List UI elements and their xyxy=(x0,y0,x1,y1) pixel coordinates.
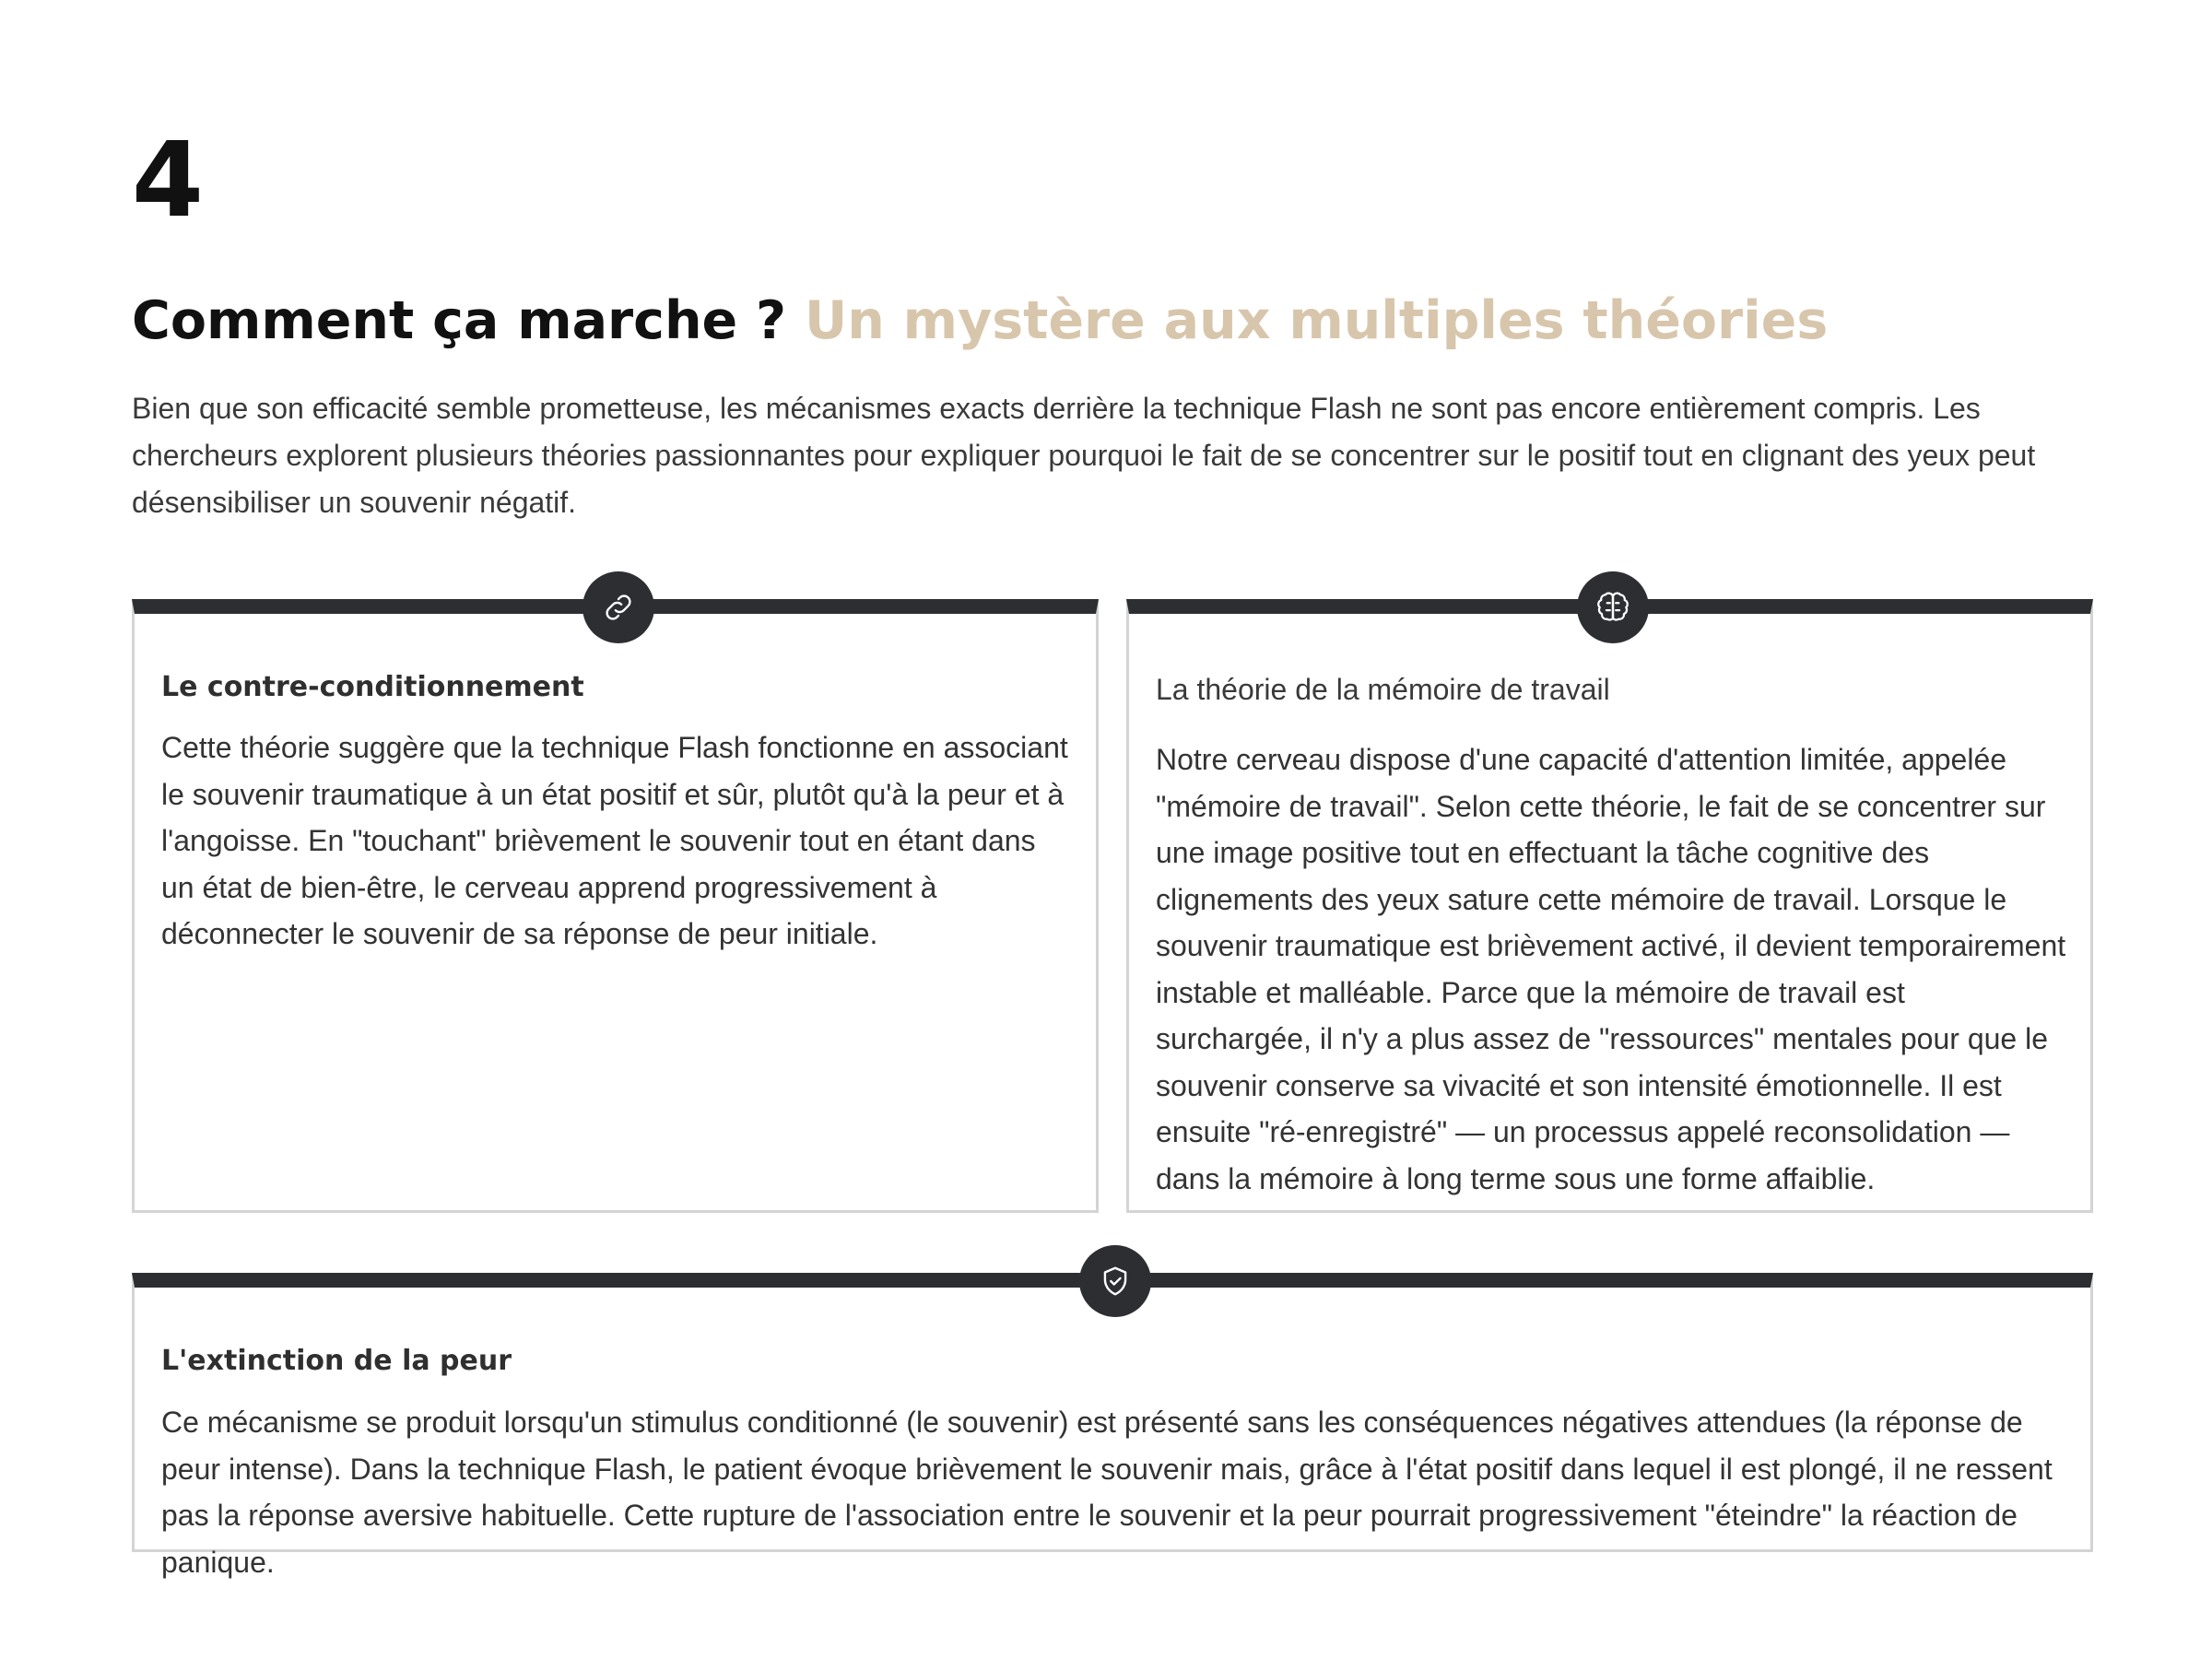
card-badge xyxy=(1577,571,1649,643)
card-extinction-de-la-peur xyxy=(132,1273,2093,1579)
card-badge xyxy=(1079,1245,1151,1317)
card-body: Notre cerveau dispose d'une capacité d'attention limitée, appelée "mémoire de travail". Selon cette théorie, le fait de se concentrer sur une image positive tout en effectuant la tâche cognitive des clignements des yeux sature cette mémoire de travail. Lorsque le souvenir traumatique est brièvement activé, il devient temporairement instable et malléable. Parce que la mémoire de travail est surchargée, il n'y a plus assez de "ressources" mentales pour que le souvenir conserve sa vivacité et son intensité émotionnelle. Il est ensuite "ré-enregistré" — un processus appelé reconsolidation — dans la mémoire à long terme sous une forme affaiblie. xyxy=(1156,743,2066,1195)
card-title: Le contre-conditionnement xyxy=(161,671,584,703)
card-body: Ce mécanisme se produit lorsqu'un stimulus conditionné (le souvenir) est présenté sans les conséquences négatives attendues (la réponse de peur intense). Dans la technique Flash, le patient évoque brièvement le souvenir mais, grâce à l'état positif dans lequel il est plongé, il ne ressent pas la réponse aversive habituelle. Cette rupture de l'association entre le souvenir et la peur pourrait progressivement "éteindre" la réaction de panique. xyxy=(161,1406,2053,1579)
card-title: La théorie de la mémoire de travail xyxy=(1156,673,1610,706)
card-body: Cette théorie suggère que la technique Flash fonctionne en associant le souvenir traumatique à un état positif et sûr, plutôt qu'à la peur et à l'angoisse. En "touchant" brièvement le souvenir tout en étant dans un état de bien-être, le cerveau apprend progressivement à déconnecter le souvenir de sa réponse de peur initiale. xyxy=(161,731,1068,950)
card-badge xyxy=(582,571,654,643)
page-title-accent: Un mystère aux multiples théories xyxy=(804,290,1829,351)
shield-check-icon xyxy=(1098,1264,1133,1299)
link-icon xyxy=(601,590,636,625)
page-header xyxy=(132,121,2091,526)
page-title-main: Comment ça marche ? xyxy=(132,290,787,351)
intro-paragraph: Bien que son efficacité semble prometteuse, les mécanismes exacts derrière la technique Flash ne sont pas encore entièrement compris. Les chercheurs explorent plusieurs théories passionnantes pour expliquer pourquoi le fait de se concentrer sur le positif tout en clignant des yeux peut désensibiliser un souvenir négatif. xyxy=(132,392,2036,520)
card-title: L'extinction de la peur xyxy=(161,1345,512,1377)
brain-icon xyxy=(1595,590,1630,625)
card-contre-conditionnement xyxy=(132,599,1099,1213)
section-number: 4 xyxy=(132,121,202,241)
card-memoire-de-travail xyxy=(1126,599,2093,1213)
page-title xyxy=(132,289,2091,352)
